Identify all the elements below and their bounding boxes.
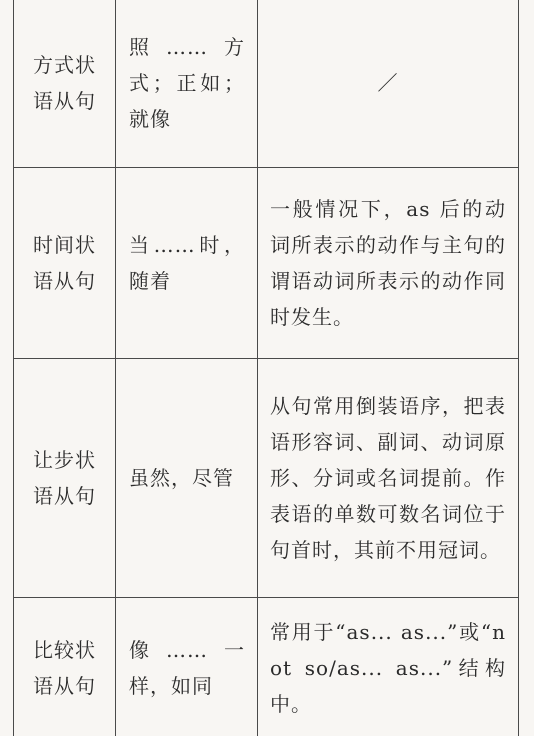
- meaning-cell: 照……方式；正如；就像: [116, 0, 258, 168]
- table-row: [14, 359, 519, 598]
- note-cell: 一般情况下，as 后的动词所表示的动作与主句的谓语动词所表示的动作同时发生。: [258, 168, 519, 359]
- note-cell: 常用于“as... as...”或“not so/as... as...”结构中。: [258, 598, 519, 736]
- clause-type-cell: [14, 0, 116, 168]
- note-cell: ／: [258, 0, 519, 168]
- clause-type: 方式状语从句: [33, 53, 96, 113]
- meaning-cell: 当……时，随着: [116, 168, 258, 359]
- note-cell: 从句常用倒装语序，把表语形容词、副词、动词原形、分词或名词提前。作表语的单数可数名词位于句首时，其前不用冠词。: [258, 359, 519, 598]
- clause-type-cell: [14, 359, 116, 598]
- table-row: [14, 0, 519, 168]
- clause-type-cell: [14, 598, 116, 736]
- table-row: [14, 168, 519, 359]
- meaning-cell: 虽然，尽管: [116, 359, 258, 598]
- meaning-cell: 像……一样，如同: [116, 598, 258, 736]
- as-clause-table: [13, 0, 519, 736]
- clause-type: 时间状语从句: [33, 233, 96, 293]
- table-row: [14, 598, 519, 736]
- clause-type-cell: [14, 168, 116, 359]
- clause-type: 让步状语从句: [33, 448, 96, 508]
- clause-type: 比较状语从句: [33, 638, 96, 698]
